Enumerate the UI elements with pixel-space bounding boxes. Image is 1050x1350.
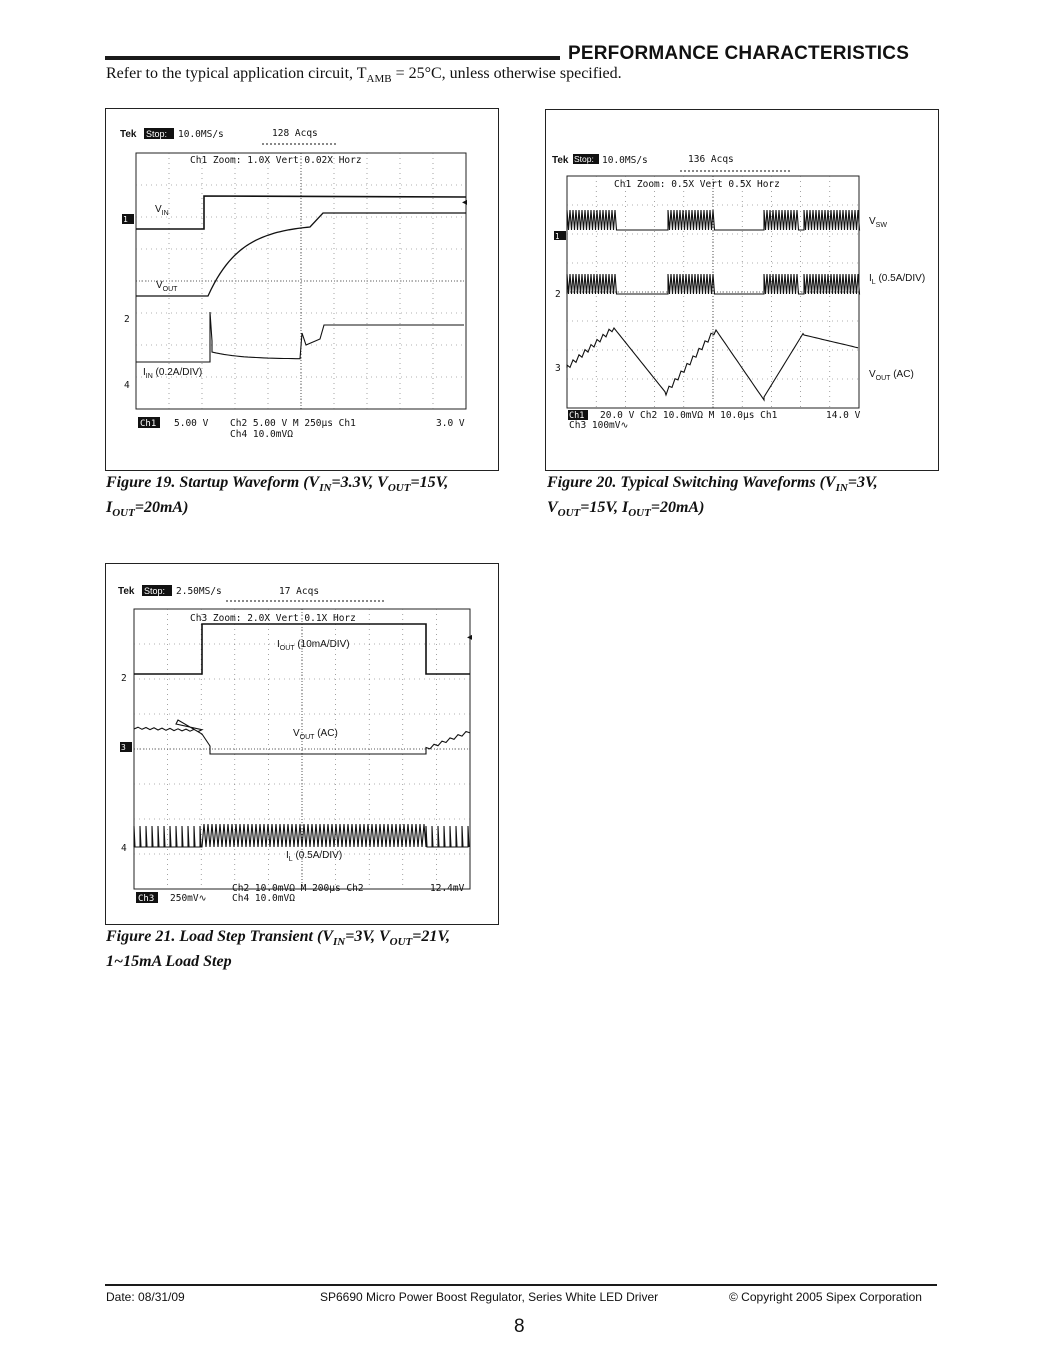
ch4-marker: 4 xyxy=(121,843,127,854)
trigger-level: 3.0 V xyxy=(436,418,465,429)
ch1-footer-label: Ch1 xyxy=(140,419,157,429)
zoom-readout: Ch1 Zoom: 0.5X Vert 0.5X Horz xyxy=(614,179,780,190)
ch2-marker: 2 xyxy=(555,289,561,300)
acq-count: 17 Acqs xyxy=(279,586,320,597)
trigger-level: 14.0 V xyxy=(826,410,861,421)
tek-logo: Tek xyxy=(552,155,569,166)
stop-label: Stop: xyxy=(146,129,168,139)
ch1-scale: 5.00 V xyxy=(174,418,209,429)
il-label: $I_L$ (0.5A/DIV) xyxy=(286,850,343,863)
vsw-label: $V_{SW}$ xyxy=(869,216,887,229)
sample-rate: 10.0MS/s xyxy=(602,155,648,166)
ch1-footer-label: Ch1 xyxy=(569,411,585,421)
figure-19-scope xyxy=(105,108,499,471)
iin-label: $I_{IN}$ (0.2A/DIV) xyxy=(143,367,203,380)
header-rule xyxy=(105,56,560,60)
il-label: $I_L$ (0.5A/DIV) xyxy=(869,273,926,286)
sample-rate: 10.0MS/s xyxy=(178,129,224,140)
ch1-readout: 20.0 V Ch2 10.0mVΩ M 10.0μs Ch1 xyxy=(600,410,778,421)
section-subtitle: Refer to the typical application circuit, $T_{AMB} = 25^\circ C$, unless otherwise specified. xyxy=(106,65,622,86)
ch4-marker: 4 xyxy=(124,380,130,391)
vout-label: $V_{OUT}$ (AC) xyxy=(293,728,338,741)
ch3-marker: 3 xyxy=(555,363,561,374)
figure-19-svg xyxy=(106,109,498,470)
footer-copyright: © Copyright 2005 Sipex Corporation xyxy=(729,1290,922,1304)
footer-rule xyxy=(105,1284,937,1286)
ch2-readout: Ch2 10.0mVΩ M 200μs Ch2 xyxy=(232,883,364,894)
acq-count: 136 Acqs xyxy=(688,154,734,165)
trigger-level: 12.4mV xyxy=(430,883,465,894)
vout-ripple-trace xyxy=(567,328,858,400)
page-number: 8 xyxy=(514,1316,525,1337)
vout-label: $V_{OUT}$ xyxy=(156,280,178,293)
figure-20-scope xyxy=(545,109,939,471)
vin-label: $V_{IN}$ xyxy=(155,204,169,217)
figure-21-svg xyxy=(106,564,498,924)
zoom-readout: Ch3 Zoom: 2.0X Vert 0.1X Horz xyxy=(190,613,356,624)
acq-count: 128 Acqs xyxy=(272,128,318,139)
iout-label: $I_{OUT}$ (10mA/DIV) xyxy=(277,639,350,652)
il-trace xyxy=(134,824,469,847)
tek-logo: Tek xyxy=(118,586,135,597)
ch3-footer-label: Ch3 xyxy=(138,894,155,904)
sample-rate: 2.50MS/s xyxy=(176,586,222,597)
ch3-readout: Ch3 100mV∿ xyxy=(569,420,629,431)
stop-label: Stop: xyxy=(574,154,594,164)
ch3-marker: 3 xyxy=(121,743,126,752)
section-title: PERFORMANCE CHARACTERISTICS xyxy=(568,43,910,64)
ch3-scale: 250mV∿ xyxy=(170,893,207,904)
tek-logo: Tek xyxy=(120,129,137,140)
figure-21-scope xyxy=(105,563,499,925)
figure-21-caption: Figure 21. Load Step Transient ($V_{IN}=3V$, $V_{OUT}=21V$, 1~15mA Load Step xyxy=(106,928,450,971)
ch2-marker: 2 xyxy=(121,673,127,684)
trigger-arrow: ◂ xyxy=(467,632,473,643)
ch1-marker: 1 xyxy=(123,215,128,224)
iin-trace xyxy=(136,312,464,362)
zoom-readout: Ch1 Zoom: 1.0X Vert 0.02X Horz xyxy=(190,155,362,166)
footer-product: SP6690 Micro Power Boost Regulator, Series White LED Driver xyxy=(320,1290,659,1304)
ch4-readout: Ch4 10.0mVΩ xyxy=(232,893,295,904)
figure-20-caption: Figure 20. Typical Switching Waveforms ($V_{IN}=3V$, $V_{OUT}=15V$, $I_{OUT}=20mA$) xyxy=(547,474,878,520)
ch2-marker: 2 xyxy=(124,314,130,325)
ch2-readout: Ch2 5.00 V M 250μs Ch1 xyxy=(230,418,356,429)
figure-19-caption: Figure 19. Startup Waveform ($V_{IN}=3.3V$, $V_{OUT}=15V$, $I_{OUT}=20mA$) xyxy=(106,474,449,520)
footer-date: Date: 08/31/09 xyxy=(106,1290,185,1304)
figure-20-svg xyxy=(546,110,938,470)
stop-label: Stop: xyxy=(144,586,166,596)
ch4-readout: Ch4 10.0mVΩ xyxy=(230,429,293,440)
vout-label: $V_{OUT}$ (AC) xyxy=(869,369,914,382)
ch1-marker: 1 xyxy=(555,232,560,241)
trigger-arrow: ◂ xyxy=(462,197,468,208)
